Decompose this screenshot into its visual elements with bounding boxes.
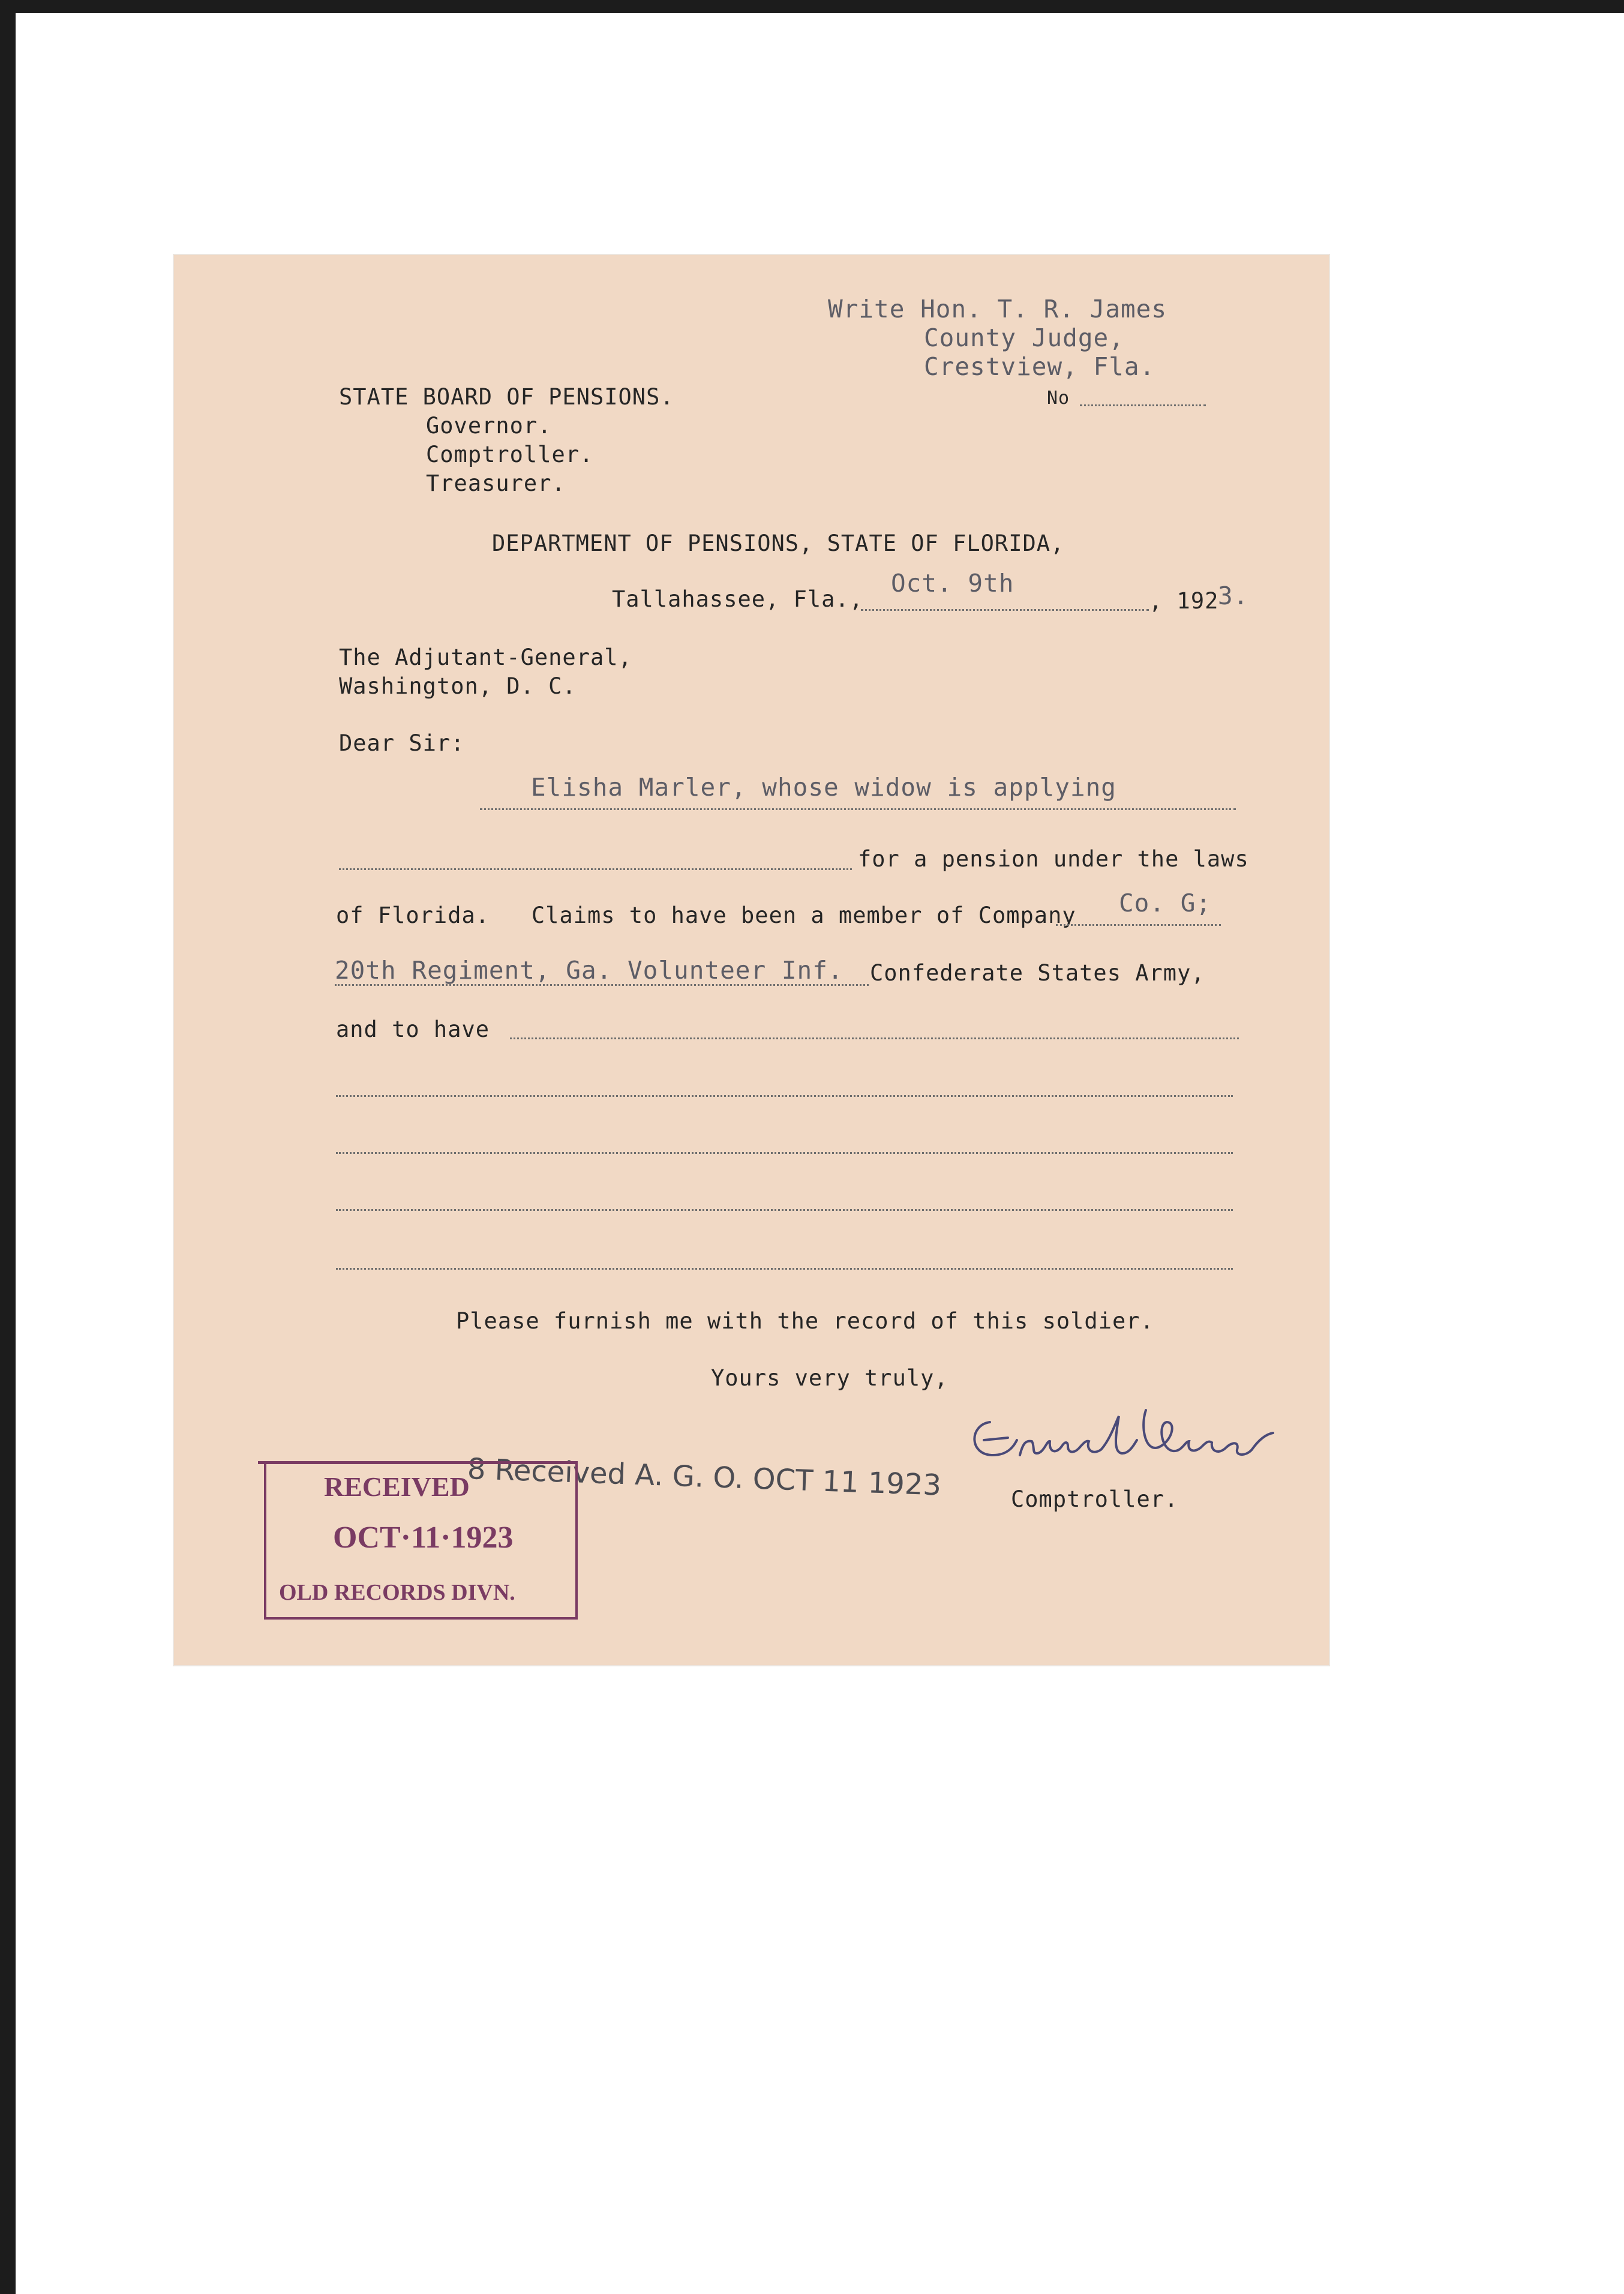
comptroller-signature — [966, 1398, 1290, 1470]
regiment-line — [335, 984, 869, 986]
stamp-date-text: OCT·11·1923 — [333, 1521, 514, 1555]
scan-top-edge — [0, 0, 1624, 13]
signature-title: Comptroller. — [1011, 1486, 1179, 1512]
number-line — [1080, 404, 1206, 406]
received-ago-stamp: 8 Received A. G. O. OCT 11 1923 — [467, 1452, 942, 1503]
pension-text: for a pension under the laws — [858, 846, 1249, 872]
florida-text: of Florida. Claims to have been a member of Company — [336, 902, 1076, 928]
pension-letter — [174, 255, 1329, 1665]
annotation-line-3: Crestview, Fla. — [924, 352, 1155, 381]
soldier-line — [480, 808, 1236, 810]
company-filled: Co. G; — [1119, 889, 1212, 917]
company-line — [1056, 924, 1221, 926]
department-heading: DEPARTMENT OF PENSIONS, STATE OF FLORIDA, — [492, 530, 1065, 556]
annotation-line-2: County Judge, — [924, 323, 1124, 352]
addressee-line-2: Washington, D. C. — [339, 673, 577, 699]
stamp-division-text: OLD RECORDS DIVN. — [279, 1580, 515, 1605]
stamp-received-text: RECEIVED — [324, 1471, 470, 1502]
army-text: Confederate States Army, — [870, 960, 1205, 986]
soldier-name-filled: Elisha Marler, whose widow is applying — [531, 773, 1116, 802]
date-filled: Oct. 9th — [891, 569, 1014, 598]
blank-line-2 — [336, 1152, 1233, 1154]
closing: Yours very truly, — [711, 1365, 948, 1391]
board-title: STATE BOARD OF PENSIONS. — [339, 384, 674, 410]
and-to-have-text: and to have — [336, 1016, 490, 1042]
scan-left-edge — [0, 0, 16, 2294]
board-member-treasurer: Treasurer. — [426, 470, 566, 496]
number-label: No — [1047, 388, 1070, 409]
dateline-place: Tallahassee, Fla., — [612, 586, 863, 612]
pension-blank-line — [339, 868, 852, 870]
salutation: Dear Sir: — [339, 730, 465, 756]
addressee-line-1: The Adjutant-General, — [339, 644, 632, 670]
and-to-have-line — [510, 1037, 1239, 1039]
date-line — [861, 609, 1149, 611]
blank-line-1 — [336, 1095, 1233, 1097]
regiment-filled: 20th Regiment, Ga. Volunteer Inf. — [335, 956, 843, 985]
blank-line-4 — [336, 1268, 1233, 1270]
annotation-line-1: Write Hon. T. R. James — [828, 295, 1167, 323]
record-request: Please furnish me with the record of this soldier. — [456, 1308, 1154, 1334]
blank-line-3 — [336, 1209, 1233, 1211]
year-prefix: , 192 — [1149, 588, 1219, 614]
year-digit: 3. — [1218, 581, 1249, 610]
board-member-governor: Governor. — [426, 413, 552, 439]
board-member-comptroller: Comptroller. — [426, 442, 594, 467]
